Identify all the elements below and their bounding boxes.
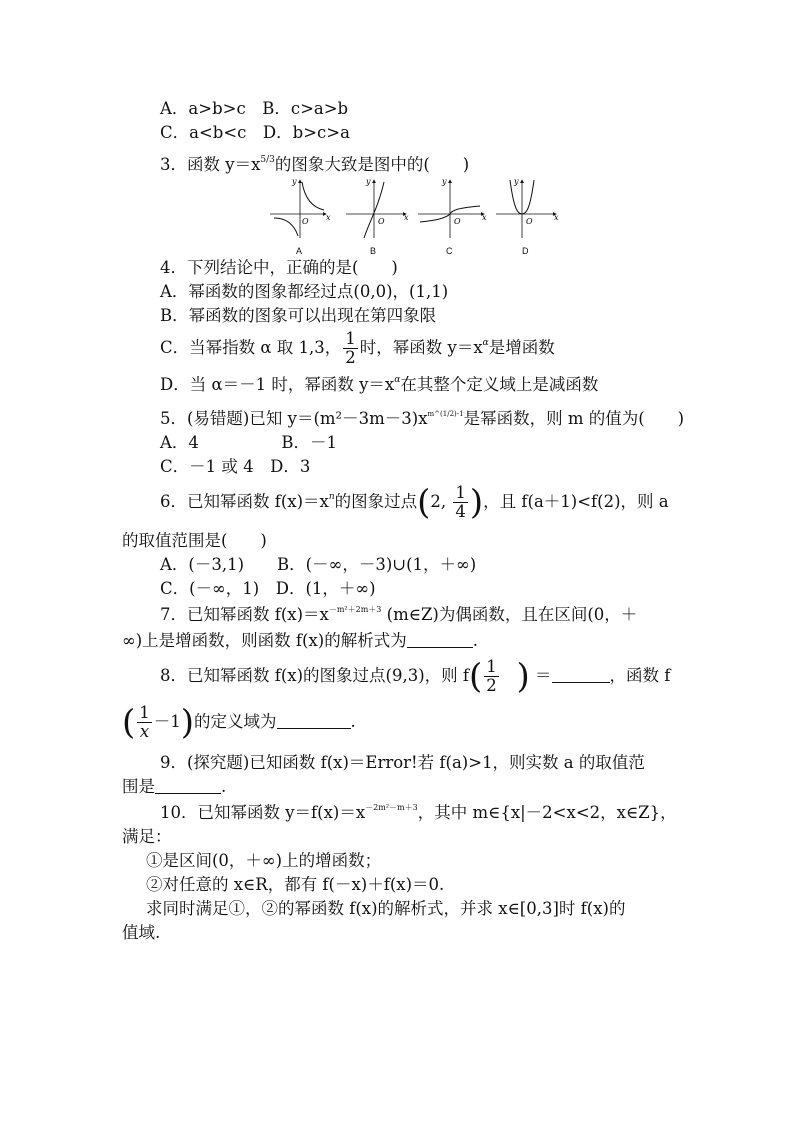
q8-stem-cont: ( $\frac{1}{x}$ －1)的定义域为 . bbox=[122, 702, 356, 743]
svg-text:x: x bbox=[326, 213, 331, 222]
q4-option-a: A．幂函数的图象都经过点(0,0)，(1,1) bbox=[160, 282, 449, 301]
svg-text:x: x bbox=[482, 213, 487, 222]
q3-exponent: 5/3 bbox=[260, 155, 275, 165]
q10-condition-2: ②对任意的 x∈R，都有 f(－x)＋f(x)＝0. bbox=[146, 875, 445, 894]
svg-text:y: y bbox=[292, 177, 297, 186]
graph-label-a: A bbox=[296, 246, 303, 256]
q10-ask: 求同时满足①，②的幂函数 f(x)的解析式，并求 x∈[0,3]时 f(x)的 bbox=[146, 899, 626, 918]
q8-stem: 8．已知幂函数 f(x)的图象过点(9,3)，则 f( $\frac{1}{2}$ ) ＝ ，函数 f bbox=[160, 656, 671, 697]
q4-fraction: $\frac{1}{2}$ bbox=[345, 329, 356, 367]
q4-option-c: C．当幂指数 α 取 1,3， $\frac{1}{2}$ 时，幂函数 $y=x^\alpha$是增函数 bbox=[160, 329, 555, 367]
q6-fraction: $\frac{1}{4}$ bbox=[455, 483, 466, 521]
q6-options-ab: A．(－3,1) B．(－∞，－3)∪(1，＋∞) bbox=[160, 555, 477, 574]
q8-fraction-2: $\frac{1}{x}$ bbox=[139, 703, 150, 741]
q3-graph-options bbox=[268, 176, 568, 260]
q6-stem-cont: 的取值范围是( ) bbox=[122, 531, 267, 550]
svg-text:y: y bbox=[366, 177, 371, 186]
q3-stem: 3．函数 $y=x^{5/3}$的图象大致是图中的( ) bbox=[160, 155, 470, 174]
q10-stem-cont: 满足： bbox=[122, 827, 172, 846]
svg-text:O: O bbox=[454, 217, 461, 226]
svg-text:O: O bbox=[526, 217, 533, 226]
graph-c bbox=[418, 177, 487, 238]
graph-d bbox=[496, 177, 559, 238]
q7-stem-cont: ∞)上是增函数，则函数 f(x)的解析式为 . bbox=[122, 631, 478, 650]
q10-stem: 10．已知幂函数 $y=f(x)=x^{-2m^2-m+3}$，其中 m∈{x|－2<x<2，x∈Z}， bbox=[160, 803, 677, 822]
q4-stem: 4．下列结论中，正确的是( ) bbox=[160, 258, 398, 277]
svg-text:O: O bbox=[302, 217, 309, 226]
q9-answer-blank[interactable] bbox=[155, 777, 221, 794]
svg-text:O: O bbox=[378, 217, 385, 226]
q2-options-cd: C．a<b<c D．b>c>a bbox=[160, 123, 350, 142]
graph-label-c: C bbox=[446, 246, 453, 256]
q8-fraction: $\frac{1}{2}$ bbox=[486, 657, 497, 695]
q8-answer-blank-1[interactable] bbox=[552, 666, 610, 683]
q9-stem-cont: 围是 . bbox=[122, 777, 227, 796]
q10-ask-cont: 值域. bbox=[122, 923, 161, 942]
svg-text:x: x bbox=[554, 213, 559, 222]
svg-text:y: y bbox=[442, 177, 447, 186]
q7-answer-blank[interactable] bbox=[407, 631, 473, 648]
q5-stem: 5．(易错题)已知 $y=(m^2-3m-3)x^{m\^{}(1/2)-1}$是幂函数，则 m 的值为( ) bbox=[160, 409, 685, 428]
q5-options-cd: C．－1 或 4 D．3 bbox=[160, 457, 311, 476]
svg-text:y: y bbox=[514, 177, 519, 186]
svg-text:x: x bbox=[404, 213, 409, 222]
graph-label-d: D bbox=[522, 246, 529, 256]
q6-options-cd: C．(－∞，1) D．(1，＋∞) bbox=[160, 579, 376, 598]
q9-stem: 9．(探究题)已知函数 f(x)＝Error!若 f(a)>1，则实数 a 的取值范 bbox=[160, 753, 645, 772]
graph-a bbox=[270, 177, 331, 238]
q7-stem: 7．已知幂函数 $f(x)=x^{-m^2+2m+3}$ (m∈Z)为偶函数，且在区间(0，＋ bbox=[160, 605, 638, 624]
q10-condition-1: ①是区间(0，＋∞)上的增函数； bbox=[146, 851, 382, 870]
graph-b bbox=[346, 177, 409, 238]
q5-options-ab: A．4 B．－1 bbox=[160, 433, 338, 452]
graph-label-b: B bbox=[370, 246, 377, 256]
q4-option-b: B．幂函数的图象可以出现在第四象限 bbox=[160, 306, 437, 325]
q2-options-ab: A．a>b>c B．c>a>b bbox=[160, 99, 349, 118]
q4-option-d: D．当 α＝－1 时，幂函数 $y=x^\alpha$在其整个定义域上是减函数 bbox=[160, 375, 599, 394]
q6-stem: 6．已知幂函数 $f(x)=x^n$的图象过点(2, $\frac{1}{4}$ )，且 f(a＋1)<f(2)，则 a bbox=[160, 482, 669, 523]
q8-answer-blank-2[interactable] bbox=[277, 712, 351, 729]
